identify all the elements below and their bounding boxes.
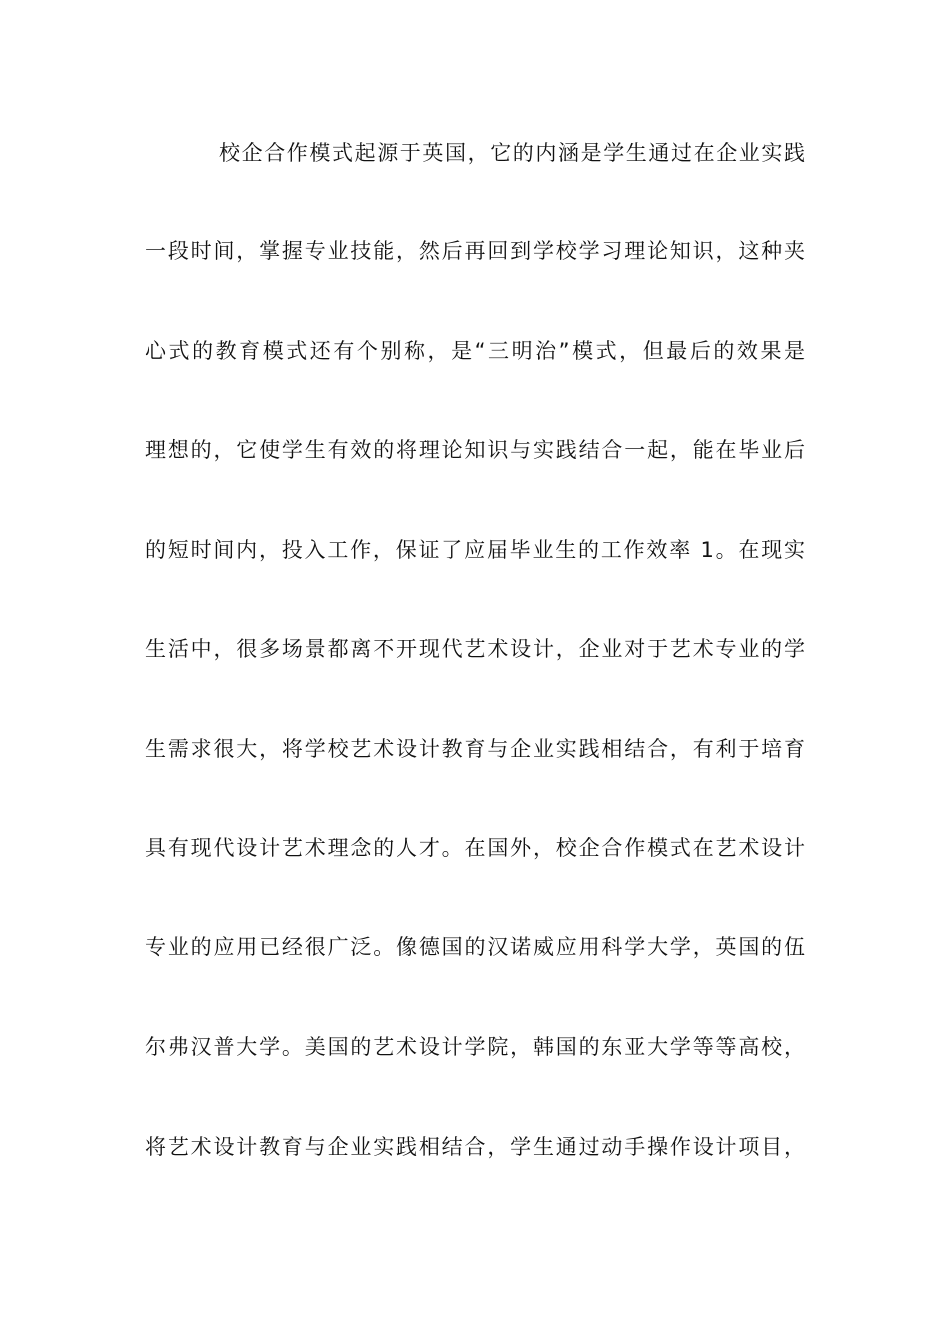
paragraph-line: 校企合作模式起源于英国，它的内涵是学生通过在企业实践 bbox=[219, 141, 805, 165]
paragraph-line: 一段时间，掌握专业技能，然后再回到学校学习理论知识，这种夹 bbox=[145, 239, 805, 263]
paragraph-line: 将艺术设计教育与企业实践相结合，学生通过动手操作设计项目， bbox=[145, 1135, 805, 1159]
paragraph-line: 的短时间内，投入工作，保证了应届毕业生的工作效率 1。在现实 bbox=[145, 538, 805, 562]
paragraph-line: 具有现代设计艺术理念的人才。在国外，校企合作模式在艺术设计 bbox=[145, 836, 805, 860]
paragraph-line: 生需求很大，将学校艺术设计教育与企业实践相结合，有利于培育 bbox=[145, 737, 805, 761]
paragraph-line: 生活中，很多场景都离不开现代艺术设计，企业对于艺术专业的学 bbox=[145, 637, 805, 661]
paragraph-line: 心式的教育模式还有个别称，是“三明治”模式，但最后的效果是 bbox=[145, 339, 805, 363]
paragraph-line: 尔弗汉普大学。美国的艺术设计学院，韩国的东亚大学等等高校， bbox=[145, 1035, 805, 1059]
paragraph-line: 专业的应用已经很广泛。像德国的汉诺威应用科学大学，英国的伍 bbox=[145, 935, 805, 959]
paragraph-line: 理想的，它使学生有效的将理论知识与实践结合一起，能在毕业后 bbox=[145, 438, 805, 462]
